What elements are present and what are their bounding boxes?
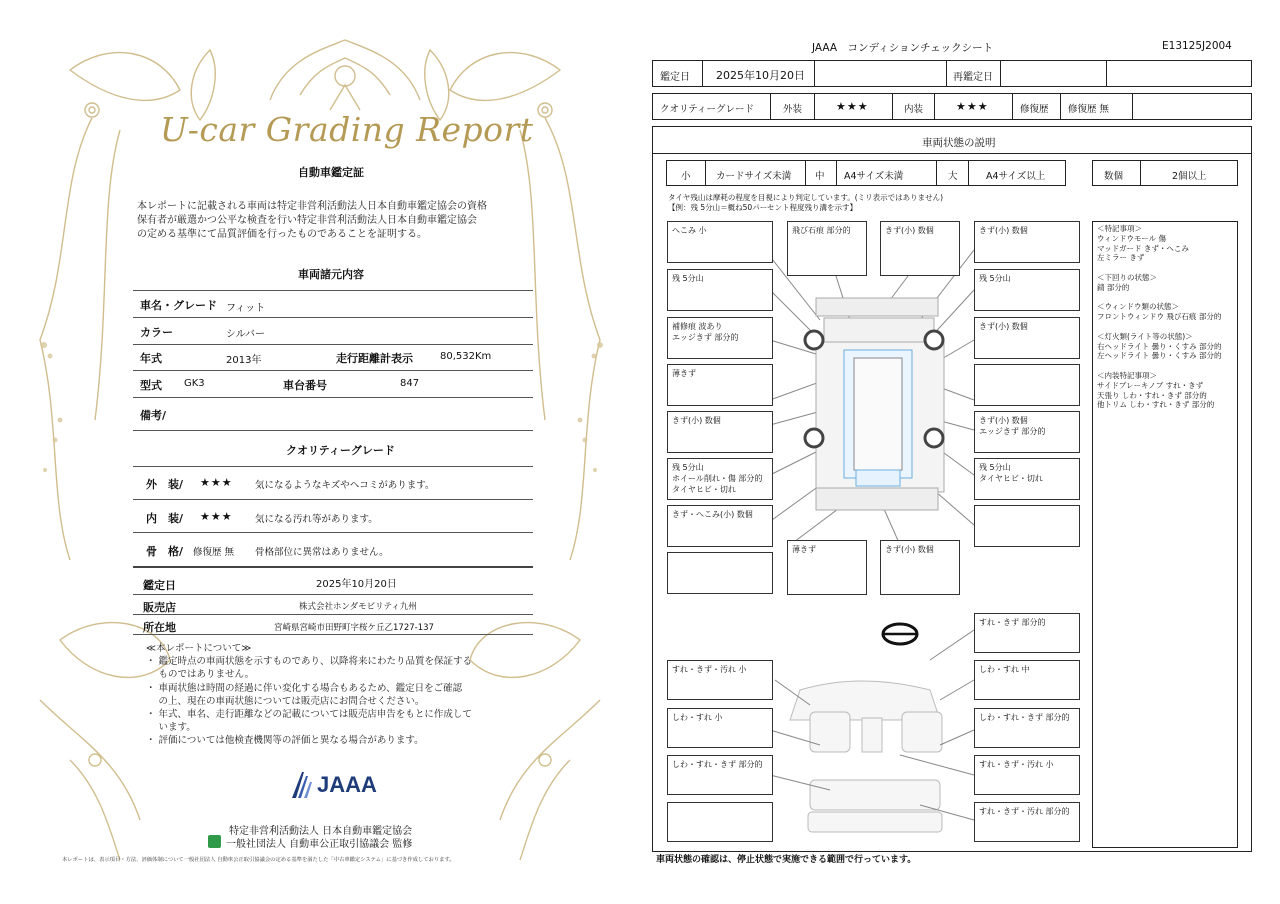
chassis-value: 847 (400, 378, 420, 389)
model-value: GK3 (184, 378, 205, 389)
address-value: 宮崎県宮崎市田野町字桜ケ丘乙1727-137 (274, 623, 434, 633)
redate-label: 再鑑定日 (953, 72, 993, 83)
about-line: ・ 車両状態は時間の経過に伴い変化する場合もあるため、鑑定日をご確認 (146, 682, 463, 694)
interior-desc: 気になる汚れ等があります。 (255, 514, 378, 525)
address-label: 所在地 (143, 621, 176, 634)
jaaa-emblem-icon (290, 770, 314, 802)
date-label: 鑑定日 (143, 579, 176, 592)
exterior-label: 外 装/ (146, 478, 184, 491)
about-line: の上、現在の車両状態については販売店にお問合せください。 (146, 695, 425, 707)
about-line: います。 (146, 722, 196, 734)
jaaa-logo (290, 768, 385, 808)
ext-box-left-fender: 補修痕 波あり エッジきず 部分的 (667, 317, 773, 359)
color-value: シルバー (226, 329, 266, 340)
int-box-passenger-seat: しわ・すれ・きず 部分的 (974, 708, 1080, 748)
sheet-footer: 車両状態の確認は、停止状態で実施できる範囲で行っています。 (656, 855, 917, 865)
size-large-desc: A4サイズ以上 (986, 171, 1046, 182)
chassis-label: 車台番号 (283, 379, 327, 392)
int-box-front-right: しわ・すれ 中 (974, 660, 1080, 700)
tire-note-1: タイヤ残山は摩耗の程度を目視により判定しています。(ミリ表示ではありません) (668, 193, 944, 202)
model-label: 型式 (140, 379, 162, 392)
date-value: 2025年10月20日 (716, 69, 805, 82)
ext-box-hood: きず(小) 数個 (880, 221, 960, 276)
about-line: ・ 鑑定時点の車両状態を示すものであり、以降将来にわたり品質を保証する (146, 656, 473, 668)
ext-box-right-door-rear: きず(小) 数個 エッジきず 部分的 (974, 411, 1080, 453)
ext-box-tire-fl: 残 5分山 (667, 269, 773, 311)
date-value: 2025年10月20日 (316, 579, 397, 590)
dealer-value: 株式会社ホンダモビリティ九州 (299, 602, 417, 612)
about-heading: ≪本レポートについて≫ (146, 643, 252, 654)
repair-value: 修復歴 無 (1068, 104, 1110, 115)
section-title: 車両状態の説明 (922, 137, 996, 149)
year-label: 年式 (140, 352, 162, 365)
about-section (146, 642, 472, 748)
ext-box-right-rear-quarter (974, 505, 1080, 547)
int-box-rear-right: すれ・きず・汚れ 小 (974, 755, 1080, 795)
int-box-cargo-left (667, 802, 773, 842)
int-box-driver-seat: しわ・すれ 小 (667, 708, 773, 748)
exterior-stars: ★★★ (200, 476, 233, 489)
frame-value: 修復歴 無 (193, 547, 235, 558)
intro-paragraph (137, 200, 487, 242)
int-box-dashboard: すれ・きず 部分的 (974, 613, 1080, 653)
sheet-title: JAAA コンディションチェックシート (812, 42, 994, 54)
repair-label: 修復歴 (1020, 104, 1049, 115)
grade-label: クオリティーグレード (660, 104, 755, 115)
car-name-value: フィット (226, 303, 266, 314)
int-box-front-left: すれ・きず・汚れ 小 (667, 660, 773, 700)
interior-stars: ★★★ (200, 510, 233, 523)
sheet-doc-id: E13125J2004 (1162, 40, 1232, 52)
int-box-rear-left: しわ・すれ・きず 部分的 (667, 755, 773, 795)
color-label: カラー (140, 326, 173, 339)
frame-desc: 骨格部位に異常はありません。 (255, 547, 389, 558)
notes-label: 備考/ (140, 409, 167, 422)
ext-box-rear-hatch: きず(小) 数個 (880, 540, 960, 595)
jaaa-logo-text: JAAA (317, 772, 377, 797)
year-value: 2013年 (226, 355, 262, 366)
special-notes: ＜特記事項＞ ウィンドウモール 傷 マッドガード きず・へこみ 左ミラー きず ＜下回りの状態＞ 錆 部分的 ＜ウィンドウ類の状態＞ フロントウィンドウ 飛び石痕 部分的 ＜灯火類(ライト等の状態)＞ 右ヘッドライト 曇り・くすみ 部分的 左ヘッドライト 曇り・くすみ 部分的 ＜内装特記事項＞ サイドブレーキノブ すれ・きず 天張り しわ・すれ・きず 部分的 他トリム しわ・すれ・きず 部分的 (1097, 224, 1222, 410)
exterior-desc: 気になるようなキズやヘコミがあります。 (255, 480, 435, 491)
ext-box-tire-rl: 残 5分山 ホイール削れ・傷 部分的 タイヤヒビ・切れ (667, 458, 773, 500)
org-badge-icon (208, 835, 221, 848)
ext-box-front-left: へこみ 小 (667, 221, 773, 263)
report-logo-title: U-car Grading Report (160, 110, 534, 149)
ext-box-tire-fr: 残 5分山 (974, 269, 1080, 311)
interior-label: 内装 (904, 104, 924, 115)
ext-box-left-rear-quarter: きず・へこみ(小) 数個 (667, 505, 773, 547)
size-large: 大 (948, 171, 958, 182)
about-line: ものではありません。 (146, 669, 255, 681)
mileage-value: 80,532Km (440, 351, 492, 362)
org-name-2: 一般社団法人 自動車公正取引協議会 監修 (226, 839, 413, 850)
footer-note: 本レポートは、表示項目・方法、評価体制について一般社団法人 自動車公正取引協議会の定める基準を満たした「中古車鑑定システム」に基づき作成しております。 (62, 857, 455, 863)
size-small: 小 (681, 171, 691, 182)
org-name-1: 特定非営利活動法人 日本自動車鑑定協会 (229, 826, 413, 837)
intro-line: の定める基準にて品質評価を行ったものであることを証明する。 (137, 229, 427, 240)
car-name-label: 車名・グレード (140, 299, 217, 312)
size-mid-desc: A4サイズ未満 (844, 171, 904, 182)
ext-box-right-door-front (974, 364, 1080, 406)
interior-label: 内 装/ (146, 512, 184, 525)
ext-box-left-door-rear: きず(小) 数個 (667, 411, 773, 453)
tire-note-2: 【例：残 5分山＝概ね50パーセント程度残り溝を示す】 (668, 203, 858, 212)
certificate-subtitle: 自動車鑑定証 (298, 166, 364, 179)
size-small-desc: カードサイズ未満 (716, 171, 792, 182)
right-check-sheet (640, 0, 1280, 904)
ext-box-rear-left-bumper (667, 552, 773, 594)
ext-box-rear-glass: 薄きず (787, 540, 867, 595)
ext-box-windshield: 飛び石痕 部分的 (787, 221, 867, 276)
date-label: 鑑定日 (660, 72, 690, 83)
grade-heading: クオリティーグレード (286, 444, 395, 457)
intro-line: 保有者が厳選かつ公平な検査を行い特定非営利活動法人日本自動車鑑定協会 (137, 215, 477, 226)
int-box-cargo-right: すれ・きず・汚れ 部分的 (974, 802, 1080, 842)
dealer-label: 販売店 (143, 601, 176, 614)
ext-box-front-right: きず(小) 数個 (974, 221, 1080, 263)
count-label: 数個 (1104, 171, 1124, 182)
count-desc: 2個以上 (1172, 171, 1207, 182)
frame-label: 骨 格/ (146, 545, 184, 558)
about-line: ・ 評価については他検査機関等の評価と異なる場合があります。 (146, 735, 424, 747)
exterior-stars: ★★★ (836, 100, 869, 113)
ext-box-tire-rr: 残 5分山 タイヤヒビ・切れ (974, 458, 1080, 500)
size-mid: 中 (815, 171, 825, 182)
ext-box-left-door-front: 薄きず (667, 364, 773, 406)
about-line: ・ 年式、車名、走行距離などの記載については販売店申告をもとに作成して (146, 709, 472, 721)
mileage-label: 走行距離計表示 (336, 352, 413, 365)
exterior-label: 外装 (783, 104, 803, 115)
interior-stars: ★★★ (956, 100, 989, 113)
ext-box-right-fender: きず(小) 数個 (974, 317, 1080, 359)
intro-line: 本レポートに記載される車両は特定非営利活動法人日本自動車鑑定協会の資格 (137, 201, 487, 212)
specs-heading: 車両諸元内容 (298, 268, 364, 281)
